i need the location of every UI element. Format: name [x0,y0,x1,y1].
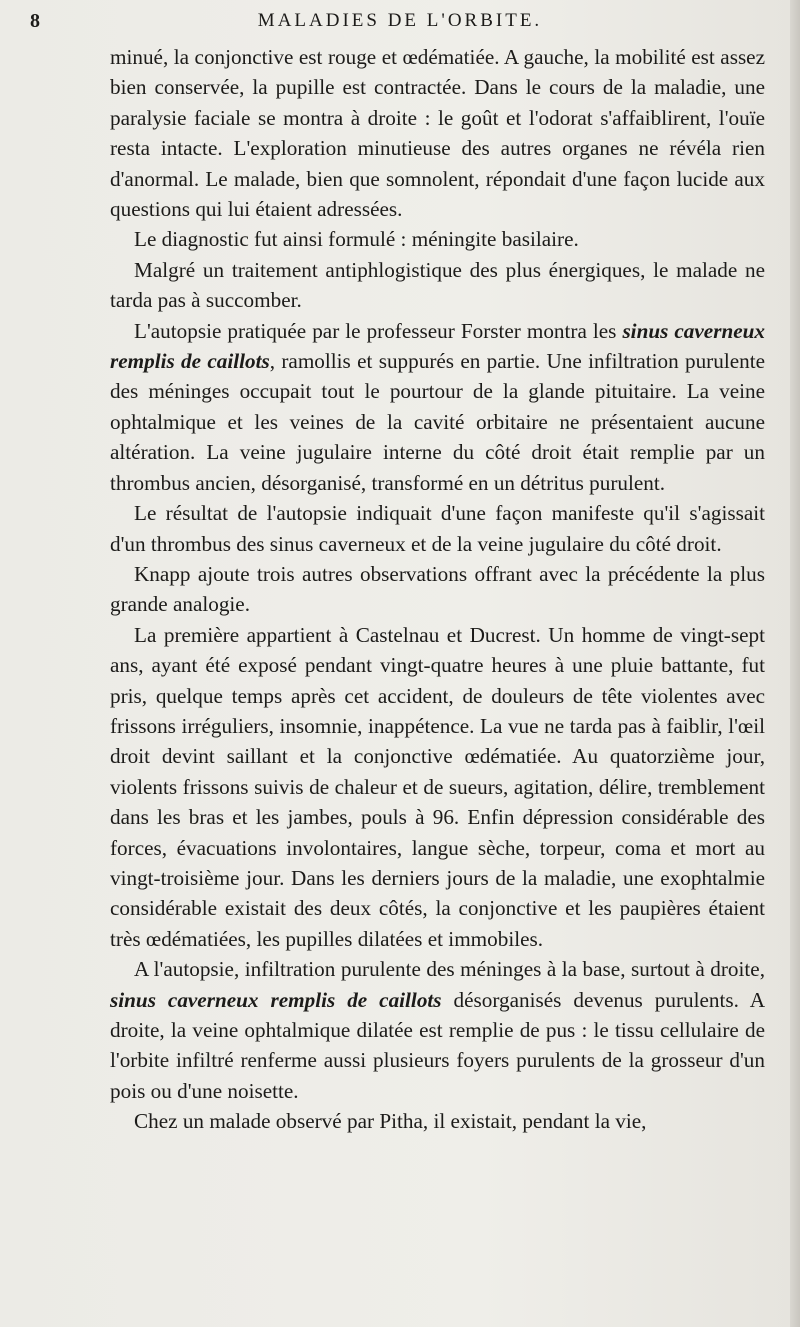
paragraph: Chez un malade observé par Pitha, il existait, pendant la vie, [134,1109,647,1134]
body-text [110,42,765,1137]
paragraph: minué, la conjonctive est rouge et œdématiée. A gauche, la mobilité est assez bien conservée, la pupille est contractée. Dans le cours de la maladie, une paralysie faciale se montra à droite : le goût et l'odorat s'affaiblirent, l'ouïe resta intacte. L'exploration minutieuse des autres organes ne révéla rien d'anormal. Le malade, bien que somnolent, répondait d'une façon lucide aux questions qui lui étaient adressées. [110,45,765,222]
italic-term: sinus caverneux remplis de caillots [110,318,766,374]
paragraph: Le résultat de l'autopsie indiquait d'une façon manifeste qu'il s'agissait d'un thrombus des sinus caverneux et de la veine jugulaire du côté droit. [110,501,765,556]
running-title: MALADIES DE L'ORBITE. [257,10,543,31]
italic-term: sinus caverneux remplis de caillots [110,987,442,1012]
page-number: 8 [30,10,40,32]
paragraph: Knapp ajoute trois autres observations offrant avec la précédente la plus grande analogie. [110,561,765,617]
paragraph: Malgré un traitement antiphlogistique des plus énergiques, le malade ne tarda pas à succomber. [110,257,765,313]
paragraph: Le diagnostic fut ainsi formulé : méningite basilaire. [134,227,579,252]
paragraph: La première appartient à Castelnau et Ducrest. Un homme de vingt-sept ans, ayant été exposé pendant vingt-quatre heures à une pluie battante, fut pris, quelque temps après cet accident, de douleurs de tête violentes avec frissons irréguliers, insomnie, inappétence. La vue ne tarda pas à faiblir, l'œil droit devint saillant et la conjonctive œdématiée. Au quatorzième jour, violents frissons suivis de chaleur et de sueurs, agitation, délire, tremblement dans les bras et les jambes, pouls à 96. Enfin dépression considérable des forces, évacuations involontaires, langue sèche, torpeur, coma et mort au vingt-troisième jour. Dans les derniers jours de la maladie, une exophtalmie considérable existait des deux côtés, la conjonctive et les paupières étaient très œdématiées, les pupilles dilatées et immobiles. [110,622,765,951]
paragraph: A l'autopsie, infiltration purulente des méninges à la base, surtout à droite, sinus caverneux remplis de caillots désorganisés devenus purulents. A droite, la veine ophtalmique dilatée est remplie de pus : le tissu cellulaire de l'orbite infiltré renferme aussi plusieurs foyers purulents de la grosseur d'un pois ou d'une noisette. [110,957,765,1103]
page-edge [790,0,800,1327]
paragraph: L'autopsie pratiquée par le professeur Forster montra les sinus caverneux remplis de caillots, ramollis et suppurés en partie. Une infiltration purulente des méninges occupait tout le pourtour de la glande pituitaire. La veine ophtalmique et les veines de la cavité orbitaire ne présentaient aucune altération. La veine jugulaire interne du côté droit était remplie par un thrombus ancien, désorganisé, transformé en un détritus purulent. [110,318,766,495]
page-header [30,10,700,34]
